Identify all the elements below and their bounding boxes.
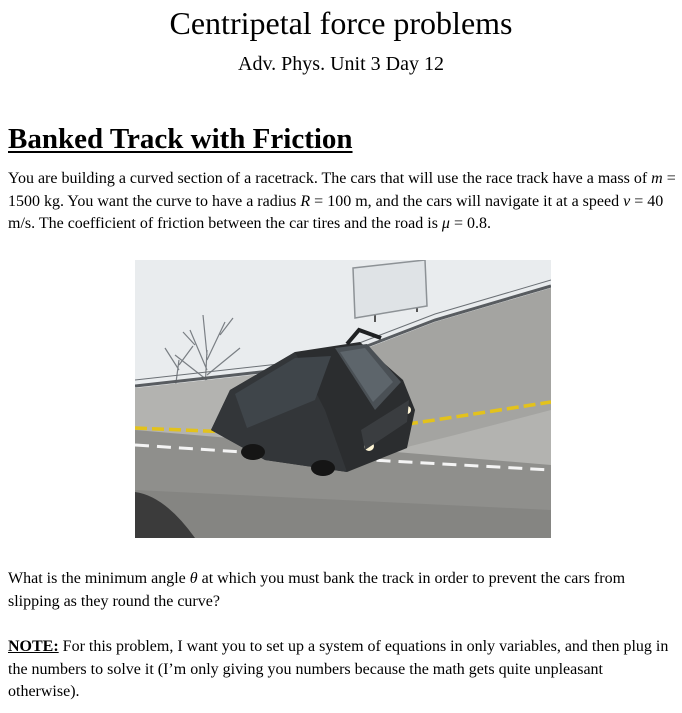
section-heading: Banked Track with Friction xyxy=(8,123,353,155)
problem-text-2: = 1500 kg. You want the curve to have a radius xyxy=(8,170,676,210)
problem-text-3: = 100 m, and the cars will navigate it at a speed xyxy=(310,192,624,210)
question-text-2: at which you must bank the track in order to prevent the cars from slipping as they round the curve? xyxy=(8,570,626,610)
theta-variable: θ xyxy=(189,570,198,587)
page-title: Centripetal force problems xyxy=(169,5,513,41)
banked-track-photo xyxy=(135,260,551,538)
speed-variable: v xyxy=(623,192,631,210)
radius-variable: R xyxy=(300,192,311,210)
page-subtitle: Adv. Phys. Unit 3 Day 12 xyxy=(238,53,444,75)
problem-text-1: You are building a curved section of a racetrack. The cars that will use the race track have a mass of xyxy=(8,170,652,187)
question-text-1: What is the minimum angle xyxy=(8,570,190,587)
note-paragraph xyxy=(8,636,676,704)
note-label: NOTE: xyxy=(8,638,59,655)
problem-text-5: = 0.8. xyxy=(449,215,491,232)
note-text: For this problem, I want you to set up a system of equations in only variables, and then plug in the numbers to solve it (I’m only giving you numbers because the math gets quite unpleasant otherwise). xyxy=(8,638,669,700)
problem-statement xyxy=(8,168,682,236)
problem-text-4: = 40 m/s. The coefficient of friction between the car tires and the road is xyxy=(8,192,664,232)
mu-variable: μ xyxy=(441,215,450,232)
question-text xyxy=(8,568,676,613)
mass-variable: m xyxy=(651,170,663,187)
